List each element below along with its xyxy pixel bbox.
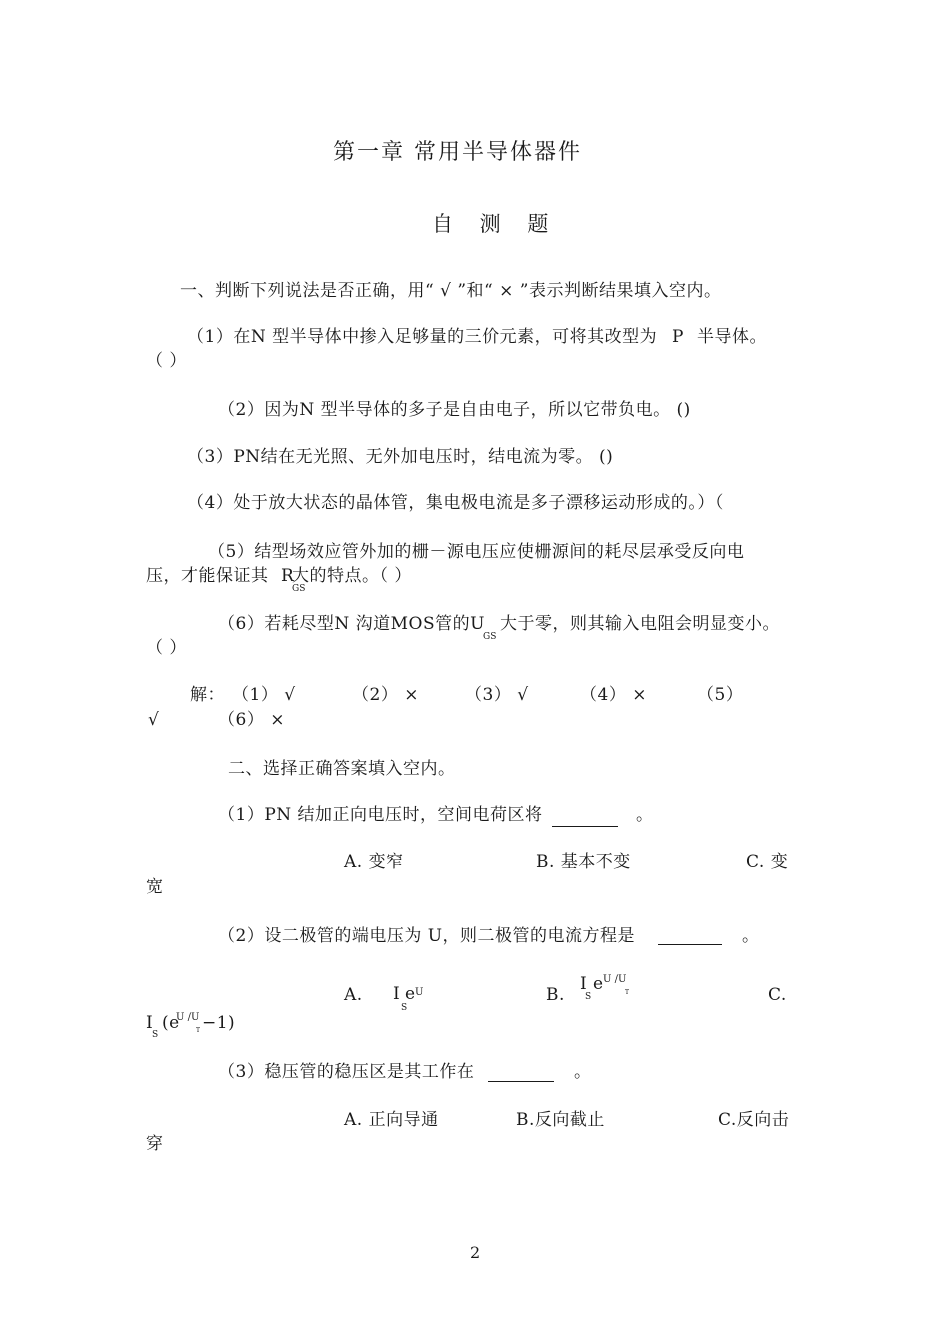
page-number: 2	[470, 1243, 481, 1262]
answer-3: （3） √	[465, 685, 529, 705]
s2-q2-text: （2）设二极管的端电压为 U，则二极管的电流方程是	[218, 926, 636, 946]
s2-q1-option-c: C. 变	[746, 852, 789, 872]
answer-2: （2） ×	[352, 685, 419, 705]
s2-q2-option-c-label: C.	[768, 985, 787, 1005]
s2-q1-option-a: A. 变窄	[344, 852, 404, 872]
s2-q3-period: 。	[574, 1062, 592, 1082]
s2-q3-option-b: B.反向截止	[516, 1110, 605, 1130]
q6-line1b: 大于零，则其输入电阻会明显变小。	[500, 614, 780, 634]
q5-line1: （5）结型场效应管外加的栅－源电压应使栅源间的耗尽层承受反向电	[208, 542, 745, 562]
s2-q2-option-a-e: e	[405, 984, 416, 1004]
s2-q2-option-a-I: I	[393, 984, 401, 1004]
chapter-title: 第一章 常用半导体器件	[333, 140, 582, 165]
section2-heading: 二、选择正确答案填入空内。	[228, 759, 456, 779]
s2-q2-option-c-tail: −1)	[202, 1013, 236, 1033]
answer-5-value: √	[148, 710, 160, 730]
s2-q2-option-b-I: I	[580, 974, 588, 994]
s2-q2-option-b-S: S	[585, 992, 592, 1002]
q2-text: （2）因为N 型半导体的多子是自由电子，所以它带负电。 ()	[218, 400, 691, 420]
s2-q3-option-a: A. 正向导通	[344, 1110, 439, 1130]
answer-label: 解：	[190, 685, 225, 705]
s2-q3-option-c-wrap: 穿	[146, 1134, 164, 1154]
answer-5: （5）	[697, 685, 744, 705]
s2-q2-option-b-label: B.	[546, 985, 565, 1005]
s2-q1-text: （1）PN 结加正向电压时，空间电荷区将	[218, 805, 543, 825]
answer-1: （1） √	[232, 685, 296, 705]
s2-q2-option-b-e: e	[593, 974, 604, 994]
q5-R-subscript: GS	[292, 584, 306, 594]
s2-q1-period: 。	[636, 805, 654, 825]
q6-answer-blank: （ ）	[146, 638, 187, 658]
s2-q2-option-a-exp: U	[415, 987, 424, 998]
s2-q2-option-c-exp: U /U	[176, 1012, 200, 1023]
q3-text: （3）PN结在无光照、无外加电压时，结电流为零。 ()	[187, 447, 614, 467]
q5-R-symbol: R	[281, 566, 295, 586]
q1-line1: （1）在N 型半导体中掺入足够量的三价元素，可将其改型为	[187, 327, 658, 347]
s2-q3-option-c: C.反向击	[718, 1110, 790, 1130]
s2-q3-blank-line	[488, 1081, 554, 1082]
q5-line2b: 大的特点。（ ）	[292, 566, 412, 586]
section-subtitle: 自 测 题	[432, 212, 559, 236]
q1-answer-blank: （ ）	[146, 351, 187, 371]
section1-heading: 一、判断下列说法是否正确，用“ √ ”和“ × ”表示判断结果填入空内。	[180, 281, 722, 301]
q6-U-subscript: GS	[483, 632, 497, 642]
s2-q2-option-c-expr: (e	[162, 1013, 180, 1033]
s2-q2-period: 。	[742, 926, 760, 946]
s2-q2-option-c-exp-sub: T	[196, 1027, 201, 1034]
q1-overlap-letter: P	[672, 327, 684, 347]
s2-q3-text: （3）稳压管的稳压区是其工作在	[218, 1062, 475, 1082]
answer-6: （6） ×	[218, 710, 285, 730]
s2-q2-option-a-S: S	[401, 1003, 408, 1013]
answer-4: （4） ×	[580, 685, 647, 705]
s2-q2-option-b-exp-sub: T	[625, 989, 630, 996]
s2-q2-blank-line	[658, 944, 722, 945]
q5-line2a: 压，才能保证其	[146, 566, 269, 586]
s2-q1-option-b: B. 基本不变	[536, 852, 631, 872]
s2-q2-option-b-exp: U /U	[603, 974, 627, 985]
s2-q1-blank-line	[552, 826, 618, 827]
s2-q2-option-c-I: I	[146, 1013, 154, 1033]
s2-q1-option-c-wrap: 宽	[146, 877, 164, 897]
q6-line1a: （6）若耗尽型N 沟道MOS管的U	[218, 614, 485, 634]
q4-text: （4）处于放大状态的晶体管，集电极电流是多子漂移运动形成的。）（	[187, 493, 724, 513]
q1-tail: 半导体。	[697, 327, 767, 347]
s2-q2-option-a-label: A.	[344, 985, 363, 1005]
s2-q2-option-c-S: S	[152, 1030, 159, 1040]
